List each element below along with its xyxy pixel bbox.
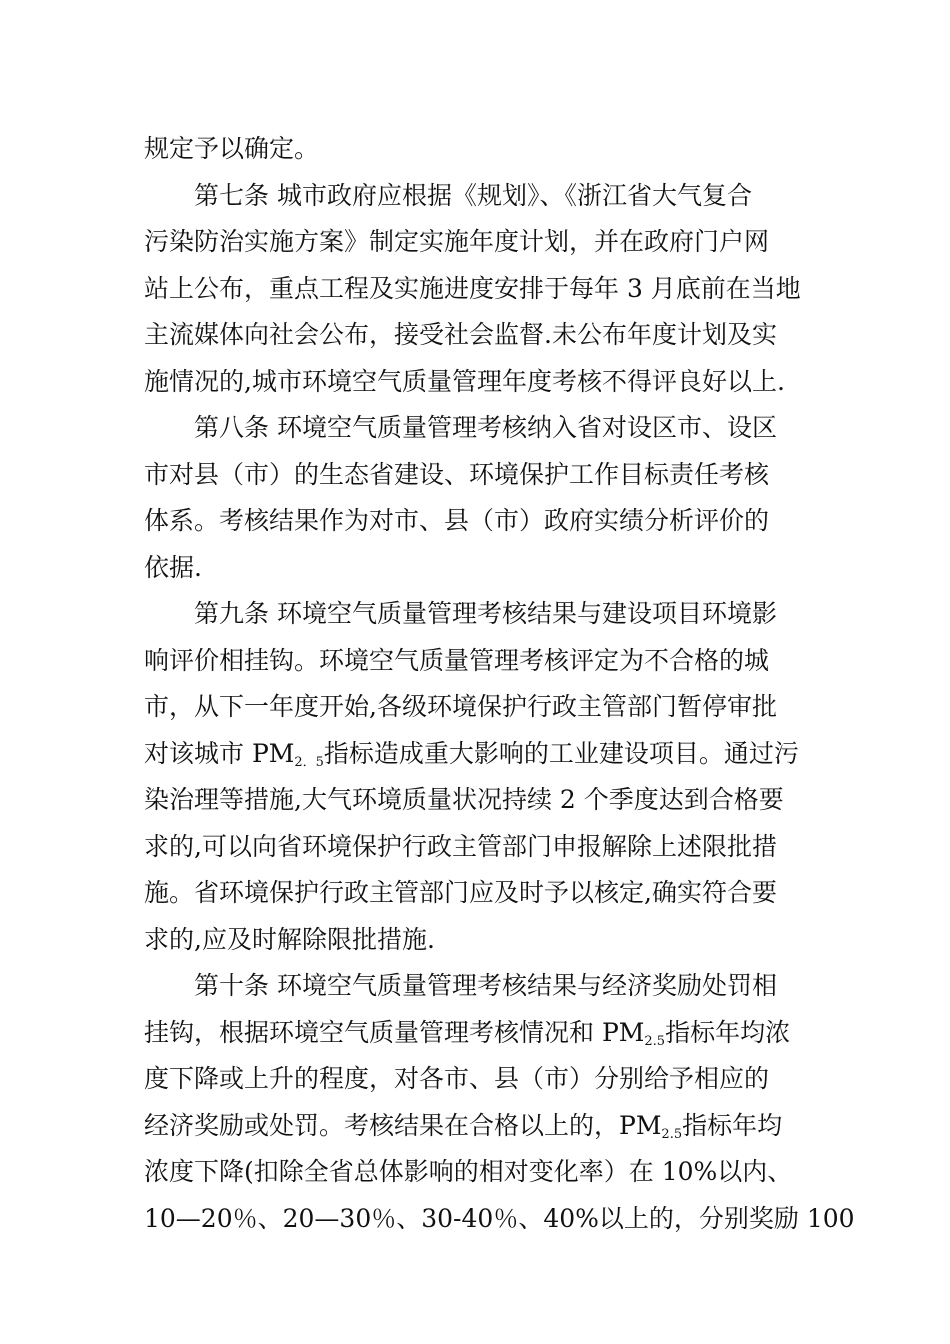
line-text: 依据. [144,552,202,582]
text-line [144,777,804,824]
text-line [144,126,804,173]
line-text: 经济奖励或处罚。考核结果在合格以上的，PM [144,1110,662,1140]
line-text: 市，从下一年度开始,各级环境保护行政主管部门暂停审批 [144,692,777,721]
line-text: 求的,应及时解除限批措施. [144,924,435,954]
line-text: 指标年均 [682,1110,783,1140]
text-line [144,452,804,499]
line-text: 响评价相挂钩。环境空气质量管理考核评定为不合格的城 [144,645,770,675]
text-line [144,312,804,359]
line-text: 第八条 环境空气质量管理考核纳入省对设区市、设区 [194,413,777,442]
line-text: 度下降或上升的程度，对各市、县（市）分别给予相应的 [144,1064,770,1093]
line-text: 指标造成重大影响的工业建设项目。通过污 [323,738,799,768]
line-text: 浓度下降(扣除全省总体影响的相对变化率）在 10%以内、 [144,1157,793,1186]
subscript-text: 2.5 [661,1126,683,1142]
text-line [144,498,804,545]
line-text: 施情况的,城市环境空气质量管理年度考核不得评良好以上. [144,366,785,396]
text-line [144,591,804,638]
subscript-text: 2.5 [644,1033,666,1049]
line-text: 第十条 环境空气质量管理考核结果与经济奖励处罚相 [194,971,777,1000]
line-text: 对该城市 PM [144,738,295,768]
text-line [144,870,804,917]
line-text: 第九条 环境空气质量管理考核结果与建设项目环境影 [194,599,777,628]
line-text: 染治理等措施,大气环境质量状况持续 2 个季度达到合格要 [144,785,784,814]
line-text: 求的,可以向省环境保护行政主管部门申报解除上述限批措 [144,831,777,861]
line-text: 站上公布，重点工程及实施进度安排于每年 3 月底前在当地 [144,273,801,303]
text-line [144,638,804,685]
text-line [144,545,804,592]
line-text: 挂钩，根据环境空气质量管理考核情况和 PM [144,1017,645,1047]
text-line [144,731,804,778]
line-text: 污染防治实施方案》制定实施年度计划，并在政府门户网 [144,227,770,256]
text-line [144,824,804,871]
text-line [144,266,804,313]
line-text: 市对县（市）的生态省建设、环境保护工作目标责任考核 [144,459,770,489]
line-text: 指标年均浓 [665,1017,791,1047]
line-text: 体系。考核结果作为对市、县（市）政府实绩分析评价的 [144,506,770,535]
line-text: 规定予以确定。 [144,134,320,163]
document-body [144,126,855,1242]
text-line [144,1103,804,1150]
text-line [144,917,804,964]
subscript-text: 2．5 [294,754,324,770]
text-line [144,1056,804,1103]
text-line [144,173,804,220]
line-text: 施。省环境保护行政主管部门应及时予以核定,确实符合要 [144,878,777,907]
text-line [144,1149,804,1196]
line-text: 主流媒体向社会公布，接受社会监督.未公布年度计划及实 [144,320,777,349]
text-line [144,1196,855,1243]
text-line [144,963,804,1010]
text-line [144,405,804,452]
text-line [144,359,804,406]
text-line [144,219,804,266]
line-text: 第七条 城市政府应根据《规划》、《浙江省大气复合 [194,180,752,210]
text-line [144,1010,804,1057]
text-line [144,684,804,731]
line-text: 10—20％、20—30％、30-40％、40%以上的，分别奖励 100 [144,1203,855,1233]
